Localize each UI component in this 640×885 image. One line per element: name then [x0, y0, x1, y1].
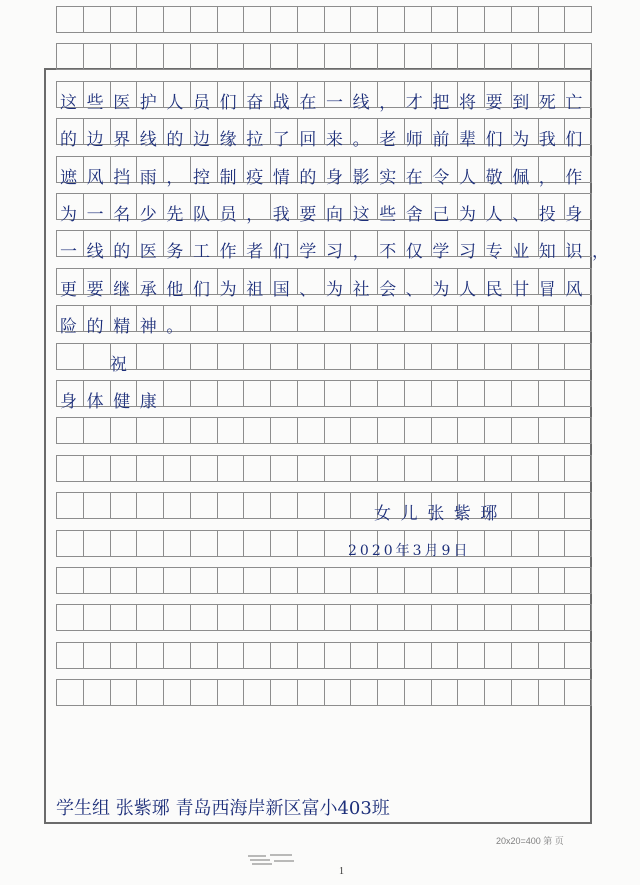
grid-cell	[404, 679, 432, 706]
grid-cell	[243, 380, 271, 407]
grid-cell	[350, 380, 378, 407]
grid-cell	[270, 380, 298, 407]
grid-cell	[270, 567, 298, 594]
grid-cell	[511, 642, 539, 669]
grid-cell	[56, 642, 84, 669]
grid-cell	[270, 417, 298, 444]
grid-cell	[404, 604, 432, 631]
grid-cell	[110, 492, 138, 519]
grid-cell	[538, 642, 566, 669]
grid-cell	[83, 417, 111, 444]
grid-cell	[163, 380, 191, 407]
grid-row	[56, 642, 591, 669]
grid-cell	[163, 492, 191, 519]
grid-cell	[564, 642, 592, 669]
grid-cell	[457, 604, 485, 631]
grid-cell	[538, 604, 566, 631]
grid-cell	[243, 6, 271, 33]
grid-cell	[190, 567, 218, 594]
grid-cell	[377, 455, 405, 482]
grid-cell	[484, 305, 512, 332]
page-number: 1	[339, 866, 344, 877]
grid-cell	[377, 679, 405, 706]
grid-cell	[457, 6, 485, 33]
grid-cell	[243, 642, 271, 669]
grid-cell	[110, 679, 138, 706]
grid-cell	[243, 43, 271, 70]
grid-cell	[297, 417, 325, 444]
grid-cell	[404, 343, 432, 370]
grid-cell	[136, 492, 164, 519]
grid-cell	[56, 417, 84, 444]
grid-cell	[457, 567, 485, 594]
grid-cell	[110, 43, 138, 70]
grid-row	[56, 43, 591, 70]
grid-cell	[163, 679, 191, 706]
grid-cell	[56, 6, 84, 33]
grid-cell	[511, 604, 539, 631]
grid-cell	[538, 492, 566, 519]
grid-cell	[404, 305, 432, 332]
grid-cell	[270, 43, 298, 70]
grid-cell	[270, 530, 298, 557]
grid-cell	[404, 455, 432, 482]
grid-cell	[431, 642, 459, 669]
grid-cell	[324, 343, 352, 370]
grid-cell	[136, 530, 164, 557]
grid-cell	[136, 679, 164, 706]
grid-row	[56, 6, 591, 33]
grid-cell	[377, 380, 405, 407]
grid-cell	[56, 679, 84, 706]
grid-cell	[136, 642, 164, 669]
grid-cell	[350, 455, 378, 482]
grid-cell	[404, 417, 432, 444]
grid-cell	[324, 417, 352, 444]
grid-cell	[110, 417, 138, 444]
grid-cell	[163, 567, 191, 594]
grid-cell	[484, 43, 512, 70]
grid-cell	[270, 305, 298, 332]
grid-cell	[110, 455, 138, 482]
grid-cell	[56, 43, 84, 70]
grid-cell	[190, 305, 218, 332]
grid-cell	[564, 305, 592, 332]
grid-cell	[217, 642, 245, 669]
grid-cell	[110, 604, 138, 631]
grid-cell	[564, 6, 592, 33]
grid-cell	[190, 679, 218, 706]
grid-row	[56, 417, 591, 444]
grid-cell	[297, 6, 325, 33]
grid-cell	[243, 679, 271, 706]
grid-row	[56, 455, 591, 482]
closing-wish: 身体健康	[60, 392, 167, 412]
grid-cell	[110, 530, 138, 557]
grid-cell	[350, 679, 378, 706]
grid-cell	[190, 343, 218, 370]
grid-cell	[217, 604, 245, 631]
grid-row	[56, 530, 591, 557]
grid-cell	[110, 6, 138, 33]
grid-cell	[190, 417, 218, 444]
grid-cell	[56, 455, 84, 482]
grid-cell	[484, 679, 512, 706]
grid-cell	[350, 417, 378, 444]
grid-cell	[190, 604, 218, 631]
grid-cell	[56, 492, 84, 519]
grid-cell	[217, 305, 245, 332]
grid-cell	[377, 642, 405, 669]
grid-cell	[538, 530, 566, 557]
grid-cell	[324, 679, 352, 706]
paper-format-label: 20x20=400 第 页	[496, 836, 564, 846]
grid-cell	[243, 455, 271, 482]
grid-cell	[190, 530, 218, 557]
grid-cell	[377, 417, 405, 444]
grid-cell	[538, 455, 566, 482]
grid-cell	[484, 530, 512, 557]
grid-row	[56, 567, 591, 594]
grid-cell	[163, 455, 191, 482]
letter-line-3: 遮风挡雨，控制疫情的身影实在令人敬佩，作	[60, 168, 592, 188]
grid-cell	[297, 343, 325, 370]
grid-cell	[431, 6, 459, 33]
grid-cell	[324, 642, 352, 669]
grid-cell	[350, 604, 378, 631]
grid-cell	[83, 455, 111, 482]
grid-cell	[350, 6, 378, 33]
grid-cell	[163, 6, 191, 33]
grid-cell	[190, 642, 218, 669]
grid-cell	[243, 343, 271, 370]
grid-cell	[136, 43, 164, 70]
grid-cell	[163, 343, 191, 370]
grid-cell	[163, 642, 191, 669]
grid-cell	[110, 642, 138, 669]
scribble-mark	[246, 852, 296, 866]
grid-cell	[564, 567, 592, 594]
grid-cell	[217, 343, 245, 370]
grid-cell	[457, 417, 485, 444]
grid-cell	[564, 380, 592, 407]
grid-cell	[83, 679, 111, 706]
grid-cell	[324, 455, 352, 482]
grid-cell	[83, 343, 111, 370]
letter-line-4: 为一名少先队员，我要向这些舍己为人、投身	[60, 205, 592, 225]
letter-line-2: 的边界线的边缘拉了回来。老师前辈们为我们	[60, 130, 592, 150]
grid-cell	[297, 305, 325, 332]
grid-cell	[431, 604, 459, 631]
grid-cell	[484, 642, 512, 669]
grid-cell	[83, 530, 111, 557]
grid-cell	[136, 417, 164, 444]
grid-cell	[297, 604, 325, 631]
grid-cell	[324, 305, 352, 332]
grid-cell	[377, 6, 405, 33]
letter-line-6: 更要继承他们为祖国、为社会、为人民甘冒风	[60, 280, 592, 300]
closing-salutation: 祝	[110, 355, 137, 375]
grid-cell	[136, 343, 164, 370]
grid-cell	[511, 455, 539, 482]
grid-cell	[270, 642, 298, 669]
grid-cell	[297, 455, 325, 482]
grid-cell	[564, 679, 592, 706]
grid-cell	[431, 380, 459, 407]
grid-cell	[431, 455, 459, 482]
grid-cell	[377, 43, 405, 70]
grid-cell	[83, 642, 111, 669]
letter-line-1: 这些医护人员们奋战在一线，才把将要到死亡	[60, 93, 592, 113]
grid-cell	[297, 492, 325, 519]
grid-cell	[56, 567, 84, 594]
grid-cell	[511, 43, 539, 70]
date: 2020年3月9日	[348, 543, 471, 559]
grid-cell	[136, 604, 164, 631]
grid-cell	[217, 492, 245, 519]
grid-cell	[484, 417, 512, 444]
grid-cell	[457, 43, 485, 70]
grid-row	[56, 492, 591, 519]
grid-cell	[511, 417, 539, 444]
grid-cell	[484, 604, 512, 631]
grid-cell	[377, 567, 405, 594]
grid-cell	[538, 305, 566, 332]
grid-cell	[538, 343, 566, 370]
grid-cell	[484, 343, 512, 370]
grid-cell	[404, 6, 432, 33]
grid-cell	[457, 380, 485, 407]
grid-row	[56, 679, 591, 706]
grid-cell	[163, 604, 191, 631]
grid-cell	[350, 567, 378, 594]
grid-cell	[270, 492, 298, 519]
grid-cell	[243, 604, 271, 631]
grid-cell	[564, 492, 592, 519]
grid-cell	[243, 530, 271, 557]
grid-cell	[190, 455, 218, 482]
grid-cell	[511, 305, 539, 332]
grid-cell	[511, 6, 539, 33]
grid-cell	[297, 567, 325, 594]
grid-cell	[83, 492, 111, 519]
grid-cell	[297, 642, 325, 669]
grid-cell	[538, 679, 566, 706]
grid-cell	[324, 492, 352, 519]
grid-cell	[56, 343, 84, 370]
grid-cell	[324, 604, 352, 631]
letter-line-5: 一线的医务工作者们学习，不仅学习专业知识，	[60, 242, 619, 262]
grid-cell	[564, 455, 592, 482]
grid-cell	[243, 305, 271, 332]
grid-cell	[217, 530, 245, 557]
grid-cell	[564, 604, 592, 631]
grid-cell	[56, 604, 84, 631]
grid-cell	[457, 642, 485, 669]
grid-cell	[377, 305, 405, 332]
grid-cell	[431, 305, 459, 332]
grid-cell	[270, 6, 298, 33]
grid-cell	[270, 604, 298, 631]
grid-cell	[538, 417, 566, 444]
grid-cell	[511, 530, 539, 557]
grid-cell	[431, 417, 459, 444]
grid-cell	[297, 530, 325, 557]
grid-cell	[243, 567, 271, 594]
grid-cell	[564, 343, 592, 370]
grid-cell	[484, 567, 512, 594]
grid-cell	[404, 642, 432, 669]
grid-cell	[83, 567, 111, 594]
grid-cell	[110, 567, 138, 594]
grid-cell	[404, 380, 432, 407]
grid-cell	[217, 6, 245, 33]
grid-cell	[297, 43, 325, 70]
grid-cell	[350, 43, 378, 70]
grid-cell	[511, 679, 539, 706]
grid-cell	[511, 343, 539, 370]
grid-cell	[457, 679, 485, 706]
grid-cell	[324, 567, 352, 594]
grid-row	[56, 604, 591, 631]
grid-cell	[217, 455, 245, 482]
grid-cell	[431, 679, 459, 706]
grid-cell	[404, 43, 432, 70]
grid-cell	[297, 679, 325, 706]
grid-cell	[324, 6, 352, 33]
grid-cell	[136, 567, 164, 594]
grid-cell	[484, 455, 512, 482]
grid-cell	[217, 417, 245, 444]
grid-cell	[190, 380, 218, 407]
grid-cell	[243, 417, 271, 444]
grid-cell	[457, 343, 485, 370]
grid-cell	[163, 417, 191, 444]
grid-cell	[377, 604, 405, 631]
grid-cell	[297, 380, 325, 407]
grid-cell	[190, 6, 218, 33]
grid-cell	[190, 492, 218, 519]
grid-cell	[163, 43, 191, 70]
grid-cell	[217, 567, 245, 594]
grid-cell	[564, 530, 592, 557]
grid-cell	[431, 43, 459, 70]
grid-cell	[511, 380, 539, 407]
grid-cell	[538, 567, 566, 594]
grid-cell	[350, 343, 378, 370]
grid-cell	[136, 6, 164, 33]
grid-cell	[217, 679, 245, 706]
grid-cell	[270, 455, 298, 482]
grid-cell	[163, 530, 191, 557]
grid-cell	[457, 305, 485, 332]
grid-cell	[350, 305, 378, 332]
grid-cell	[270, 679, 298, 706]
grid-cell	[538, 380, 566, 407]
grid-cell	[377, 343, 405, 370]
grid-cell	[431, 343, 459, 370]
grid-cell	[511, 492, 539, 519]
grid-cell	[136, 455, 164, 482]
grid-cell	[484, 380, 512, 407]
grid-cell	[457, 455, 485, 482]
grid-cell	[324, 380, 352, 407]
grid-cell	[564, 417, 592, 444]
grid-cell	[404, 567, 432, 594]
grid-cell	[511, 567, 539, 594]
grid-cell	[538, 6, 566, 33]
letter-line-7: 险的精神。	[60, 317, 193, 337]
grid-cell	[431, 567, 459, 594]
grid-cell	[83, 6, 111, 33]
grid-cell	[83, 43, 111, 70]
signature: 女儿张紫琊	[374, 504, 507, 524]
grid-cell	[56, 530, 84, 557]
grid-cell	[83, 604, 111, 631]
student-info-line: 学生组 张紫琊 青岛西海岸新区富小403班	[56, 798, 390, 819]
grid-cell	[538, 43, 566, 70]
grid-cell	[324, 43, 352, 70]
grid-cell	[190, 43, 218, 70]
grid-cell	[270, 343, 298, 370]
grid-cell	[350, 642, 378, 669]
grid-cell	[217, 43, 245, 70]
grid-cell	[564, 43, 592, 70]
grid-cell	[243, 492, 271, 519]
grid-cell	[484, 6, 512, 33]
grid-cell	[217, 380, 245, 407]
